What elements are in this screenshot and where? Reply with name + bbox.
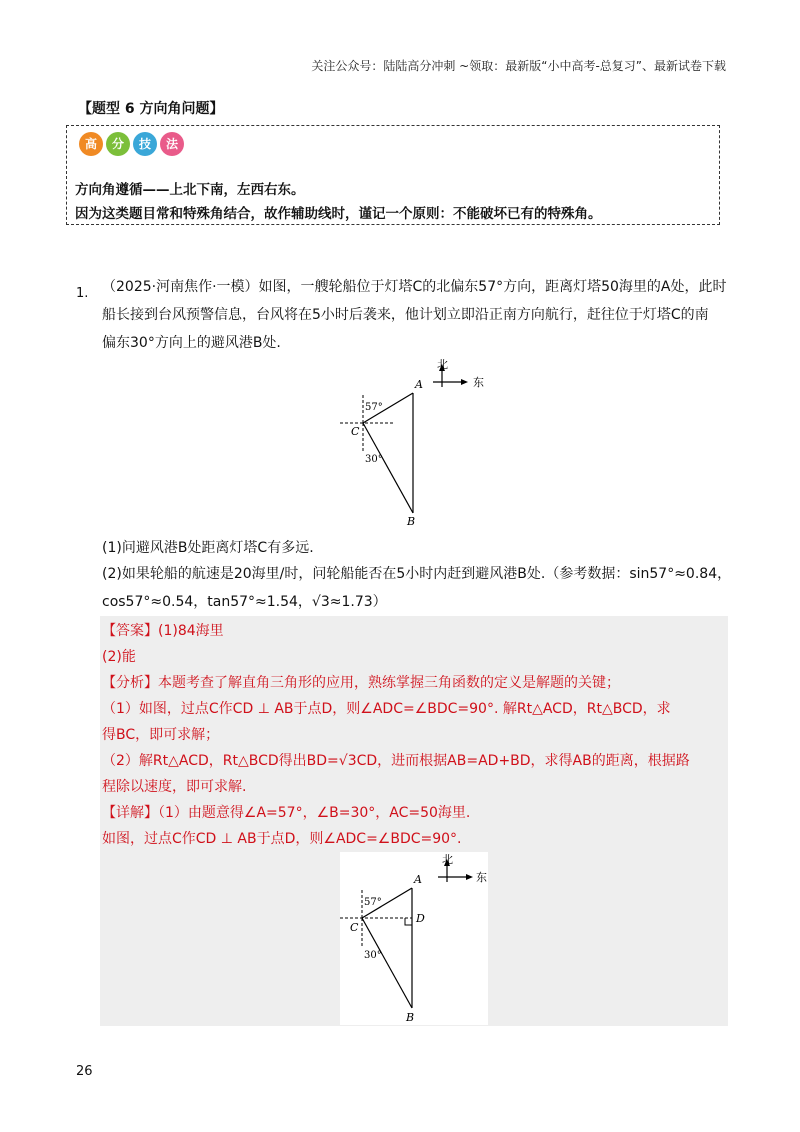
tip-box xyxy=(66,125,720,225)
compass-north-label: 北 xyxy=(437,358,448,371)
question-text xyxy=(102,273,728,357)
point-D-label: D xyxy=(416,912,425,925)
question-number: 1. xyxy=(76,286,89,301)
detail-1: 【详解】（1）由题意得∠A=57°，∠B=30°，AC=50海里. xyxy=(102,805,471,821)
section-title: 【题型 6 方向角问题】 xyxy=(78,101,224,117)
segment-CB xyxy=(363,423,413,513)
figure-question xyxy=(335,355,505,530)
analysis-5: 程除以速度，即可求解. xyxy=(102,779,247,795)
angle-57-label: 57° xyxy=(365,402,383,413)
point-A-label: A xyxy=(415,378,423,391)
badge-char: 技 xyxy=(133,132,157,156)
badge-char: 高 xyxy=(79,132,103,156)
analysis-4: （2）解Rt△ACD，Rt△BCD得出BD=√3CD，进而根据AB=AD+BD，求得AB的距离，根据路 xyxy=(102,753,690,769)
badge-char: 分 xyxy=(106,132,130,156)
compass-east-arrow xyxy=(461,379,468,385)
point-A-label: A xyxy=(414,873,422,886)
point-C-label: C xyxy=(351,425,360,438)
page-number: 26 xyxy=(76,1064,93,1079)
figure-answer xyxy=(340,852,488,1025)
angle-30-label: 30° xyxy=(364,950,382,961)
point-B-label: B xyxy=(406,1011,415,1024)
badge-char: 法 xyxy=(160,132,184,156)
tip-line-2: 因为这类题目常和特殊角结合，故作辅助线时，谨记一个原则：不能破坏已有的特殊角。 xyxy=(75,206,602,222)
compass-north-label: 北 xyxy=(442,853,453,866)
question-text-1: 如图，一艘轮船位于灯塔C的北偏东57°方向，距离灯塔50海里的A处，此时 xyxy=(258,279,727,295)
tip-line-1: 方向角遵循——上北下南，左西右东。 xyxy=(75,182,305,198)
analysis-3: 得BC，即可求解； xyxy=(102,727,220,743)
compass-east-label: 东 xyxy=(476,871,487,884)
answer-1: 【答案】(1)84海里 xyxy=(102,623,224,639)
question-text-3: 偏东30°方向上的避风港B处. xyxy=(102,335,281,351)
question-text-2: 船长接到台风预警信息，台风将在5小时后袭来，他计划立即沿正南方向航行，赶往位于灯塔C的南 xyxy=(102,307,709,323)
question-source: （2025·河南焦作·一模） xyxy=(102,279,259,295)
angle-30-label: 30° xyxy=(365,454,383,465)
sub-question-2: (2)如果轮船的航速是20海里/时，问轮船能否在5小时内赶到避风港B处.（参考数据：sin57°≈0.84， xyxy=(102,566,732,582)
sub-question-1: (1)问避风港B处距离灯塔C有多远. xyxy=(102,540,314,556)
point-C-label: C xyxy=(350,921,359,934)
analysis-1: 【分析】本题考查了解直角三角形的应用，熟练掌握三角函数的定义是解题的关键； xyxy=(102,675,620,691)
angle-57-label: 57° xyxy=(364,897,382,908)
sub-question-2b: cos57°≈0.54，tan57°≈1.54，√3≈1.73） xyxy=(102,594,387,610)
detail-2: 如图，过点C作CD ⊥ AB于点D，则∠ADC=∠BDC=90°. xyxy=(102,831,462,847)
compass-east-label: 东 xyxy=(473,376,484,389)
tips-badge xyxy=(79,132,184,156)
analysis-2: （1）如图，过点C作CD ⊥ AB于点D，则∠ADC=∠BDC=90°. 解Rt△ACD，Rt△BCD，求 xyxy=(102,701,671,717)
answer-2: (2)能 xyxy=(102,649,136,665)
point-B-label: B xyxy=(407,515,416,528)
page-header: 关注公众号：陆陆高分冲刺 ~领取：最新版“小中高考-总复习”、最新试卷下载 xyxy=(311,59,726,73)
